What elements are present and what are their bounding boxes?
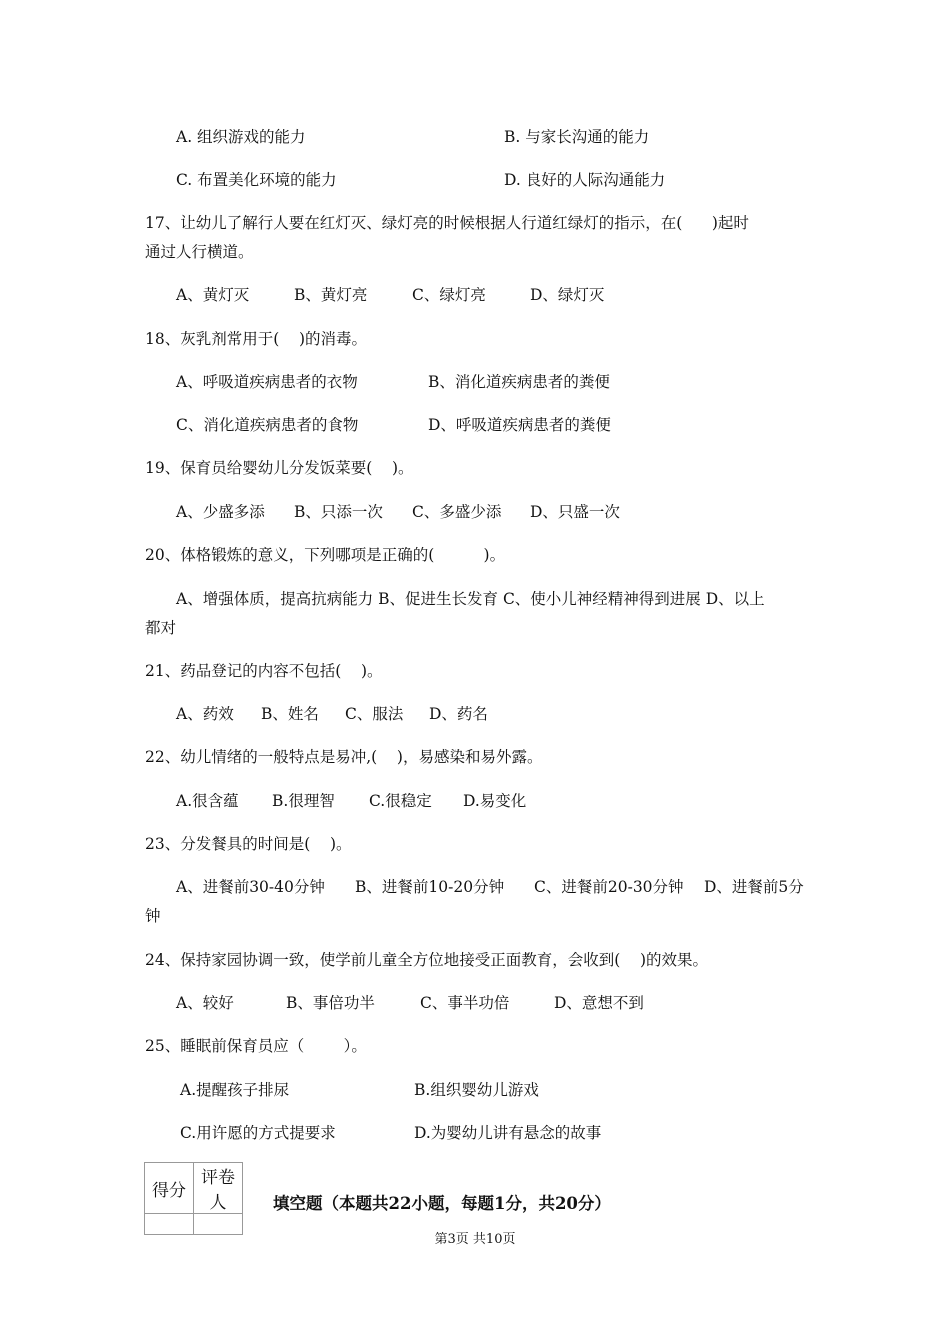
q25-option-d: D.为婴幼儿讲有悬念的故事 <box>414 1124 602 1142</box>
q23-option-a: A、进餐前30-40分钟 <box>176 878 325 896</box>
q21-stem: 21、药品登记的内容不包括( )。 <box>145 662 383 680</box>
q23-stem: 23、分发餐具的时间是( )。 <box>145 835 352 853</box>
q24-option-c: C、事半功倍 <box>420 994 510 1012</box>
q25-option-a: A.提醒孩子排尿 <box>180 1081 290 1099</box>
q18-option-a: A、呼吸道疾病患者的衣物 <box>176 373 358 391</box>
q19-stem: 19、保育员给婴幼儿分发饭菜要( )。 <box>145 459 414 477</box>
q19-option-d: D、只盛一次 <box>530 503 620 521</box>
q24-option-d: D、意想不到 <box>554 994 644 1012</box>
q20-stem: 20、体格锻炼的意义，下列哪项是正确的( )。 <box>145 546 506 564</box>
score-label: 得分 <box>145 1163 194 1214</box>
q17-option-b: B、黄灯亮 <box>294 286 368 304</box>
q17-stem-line2: 通过人行横道。 <box>145 243 254 261</box>
q25-stem: 25、睡眠前保育员应（ ）。 <box>145 1037 367 1055</box>
q18-option-c: C、消化道疾病患者的食物 <box>176 416 359 434</box>
q20-options-line2: 都对 <box>145 619 177 637</box>
page-footer: 第3页 共10页 <box>434 1232 516 1247</box>
q17-option-a: A、黄灯灭 <box>176 286 250 304</box>
q24-option-a: A、较好 <box>176 994 234 1012</box>
section-title: 填空题（本题共22小题，每题1分，共20分） <box>273 1194 611 1213</box>
q22-option-a: A.很含蕴 <box>176 792 239 810</box>
q17-option-c: C、绿灯亮 <box>412 286 486 304</box>
option-a: A. 组织游戏的能力 <box>176 128 306 146</box>
q20-options-line1: A、增强体质，提高抗病能力 B、促进生长发育 C、使小儿神经精神得到进展 D、以上 <box>176 590 765 608</box>
q21-option-c: C、服法 <box>345 705 404 723</box>
q22-option-b: B.很理智 <box>272 792 335 810</box>
q18-option-b: B、消化道疾病患者的粪便 <box>428 373 610 391</box>
q23-option-c: C、进餐前20-30分钟 <box>534 878 684 896</box>
q24-stem: 24、保持家园协调一致，使学前儿童全方位地接受正面教育，会收到( )的效果。 <box>145 951 709 969</box>
option-b: B. 与家长沟通的能力 <box>504 128 650 146</box>
q22-option-c: C.很稳定 <box>369 792 432 810</box>
q17-stem-line1: 17、让幼儿了解行人要在红灯灭、绿灯亮的时候根据人行道红绿灯的指示，在( )起时 <box>145 214 749 232</box>
q25-option-b: B.组织婴幼儿游戏 <box>414 1081 539 1099</box>
q19-option-b: B、只添一次 <box>294 503 383 521</box>
score-box <box>144 1162 243 1235</box>
option-d: D. 良好的人际沟通能力 <box>504 171 666 189</box>
q22-option-d: D.易变化 <box>463 792 527 810</box>
q23-options-wrap: 钟 <box>145 907 161 925</box>
q23-option-d: D、进餐前5分 <box>704 878 804 896</box>
q25-option-c: C.用许愿的方式提要求 <box>180 1124 336 1142</box>
q21-option-d: D、药名 <box>429 705 488 723</box>
q17-option-d: D、绿灯灭 <box>530 286 605 304</box>
q23-option-b: B、进餐前10-20分钟 <box>355 878 505 896</box>
q19-option-a: A、少盛多添 <box>176 503 265 521</box>
q18-option-d: D、呼吸道疾病患者的粪便 <box>428 416 611 434</box>
grader-label: 评卷人 <box>194 1163 243 1214</box>
q18-stem: 18、灰乳剂常用于( )的消毒。 <box>145 330 368 348</box>
option-c: C. 布置美化环境的能力 <box>176 171 337 189</box>
q21-option-b: B、姓名 <box>261 705 319 723</box>
q22-stem: 22、幼儿情绪的一般特点是易冲,( )，易感染和易外露。 <box>145 748 543 766</box>
q19-option-c: C、多盛少添 <box>412 503 502 521</box>
q24-option-b: B、事倍功半 <box>286 994 375 1012</box>
q21-option-a: A、药效 <box>176 705 234 723</box>
